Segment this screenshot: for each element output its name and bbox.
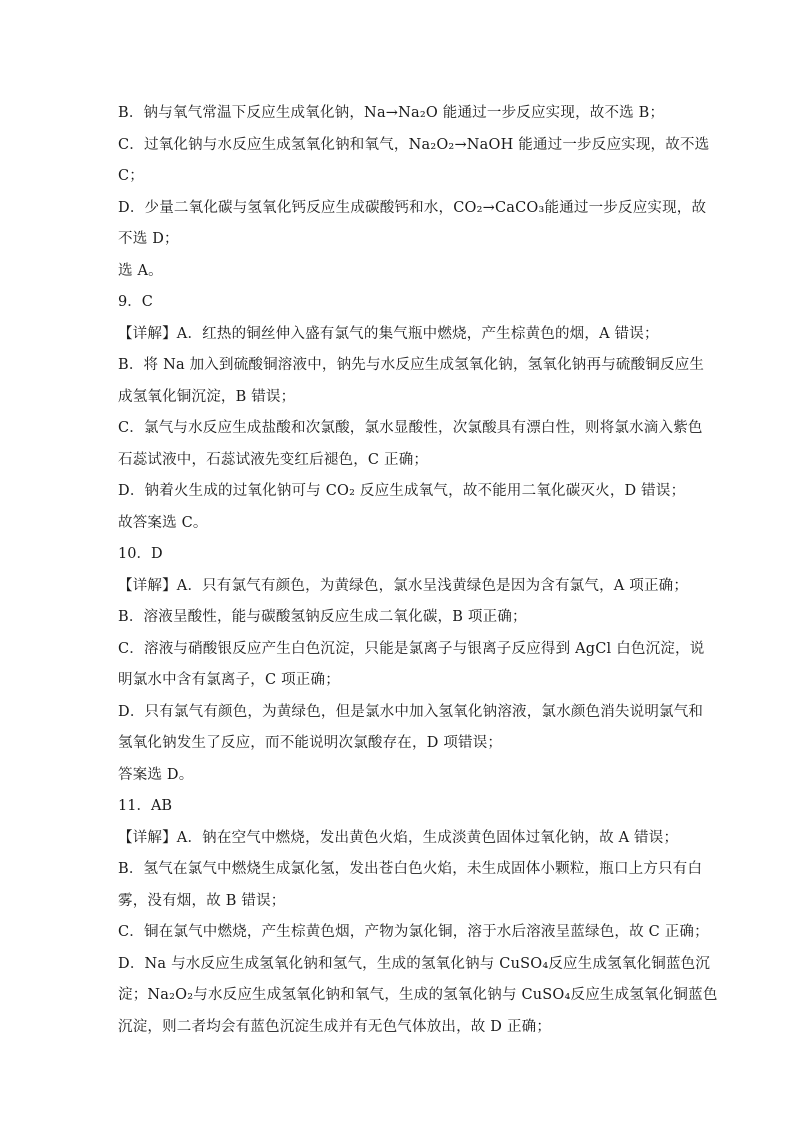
text-line: 氢氧化钠发生了反应，而不能说明次氯酸存在，D 项错误； [118, 735, 503, 751]
text-line: C．铜在氯气中燃烧，产生棕黄色烟，产物为氯化铜，溶于水后溶液呈蓝绿色，故 C 正确； [118, 924, 709, 940]
text-line: 故答案选 C。 [118, 514, 208, 531]
text-line: C．过氧化钠与水反应生成氢氧化钠和氧气，Na₂O₂→NaOH 能通过一步反应实现，故不选 [118, 136, 710, 153]
text-line: 成氢氧化铜沉淀，B 错误； [118, 388, 296, 405]
text-line: D．钠着火生成的过氧化钠可与 CO₂ 反应生成氧气，故不能用二氧化碳灭火，D 错误； [118, 483, 686, 499]
text-line: 石蕊试液中，石蕊试液先变红后褪色，C 正确； [118, 451, 429, 468]
text-line: B．钠与氧气常温下反应生成氧化钠，Na→Na₂O 能通过一步反应实现，故不选 B； [118, 105, 665, 121]
text-line: 答案选 D。 [118, 766, 194, 783]
text-line: D．只有氯气有颜色，为黄绿色，但是氯水中加入氢氧化钠溶液，氯水颜色消失说明氯气和 [118, 703, 704, 720]
text-line: 【详解】A．只有氯气有颜色，为黄绿色，氯水呈浅黄绿色是因为含有氯气，A 项正确； [118, 577, 689, 594]
text-line: B．氢气在氯气中燃烧生成氯化氢，发出苍白色火焰，未生成固体小颗粒，瓶口上方只有白 [118, 861, 703, 877]
question-answer-heading: 10．D [118, 546, 163, 562]
text-line: B．溶液呈酸性，能与碳酸氢钠反应生成二氧化碳，B 项正确； [118, 609, 527, 625]
text-line: B．将 Na 加入到硫酸铜溶液中，钠先与水反应生成氢氧化钠，氢氧化钠再与硫酸铜反应生 [118, 357, 705, 373]
text-line: 雾，没有烟，故 B 错误； [118, 892, 286, 909]
text-line: D．Na 与水反应生成氢氧化钠和氢气，生成的氢氧化钠与 CuSO₄反应生成氢氧化铜蓝色沉 [118, 955, 711, 972]
text-line: 沉淀，则二者均会有蓝色沉淀生成并有无色气体放出，故 D 正确； [118, 1018, 552, 1035]
text-line: C．溶液与硝酸银反应产生白色沉淀，只能是氯离子与银离子反应得到 AgCl 白色沉淀，说 [118, 640, 705, 657]
text-line: 【详解】A．钠在空气中燃烧，发出黄色火焰，生成淡黄色固体过氧化钠，故 A 错误； [118, 829, 679, 846]
text-line: 【详解】A．红热的铜丝伸入盛有氯气的集气瓶中燃烧，产生棕黄色的烟，A 错误； [118, 325, 659, 342]
text-line: 选 A。 [118, 262, 163, 279]
answer-explanation-body [118, 98, 718, 1043]
question-answer-heading: 9．C [118, 294, 153, 310]
question-answer-heading: 11．AB [118, 798, 173, 814]
text-line: 不选 D； [118, 231, 179, 247]
text-line: 淀；Na₂O₂与水反应生成氢氧化钠和氧气，生成的氢氧化钠与 CuSO₄反应生成氢氧化铜蓝色 [118, 987, 718, 1003]
text-line: 明氯水中含有氯离子，C 项正确； [118, 672, 340, 688]
text-line: C； [118, 168, 144, 184]
text-line: C．氯气与水反应生成盐酸和次氯酸，氯水显酸性，次氯酸具有漂白性，则将氯水滴入紫色 [118, 420, 703, 436]
text-line: D．少量二氧化碳与氢氧化钙反应生成碳酸钙和水，CO₂→CaCO₃能通过一步反应实现，故 [118, 199, 707, 216]
